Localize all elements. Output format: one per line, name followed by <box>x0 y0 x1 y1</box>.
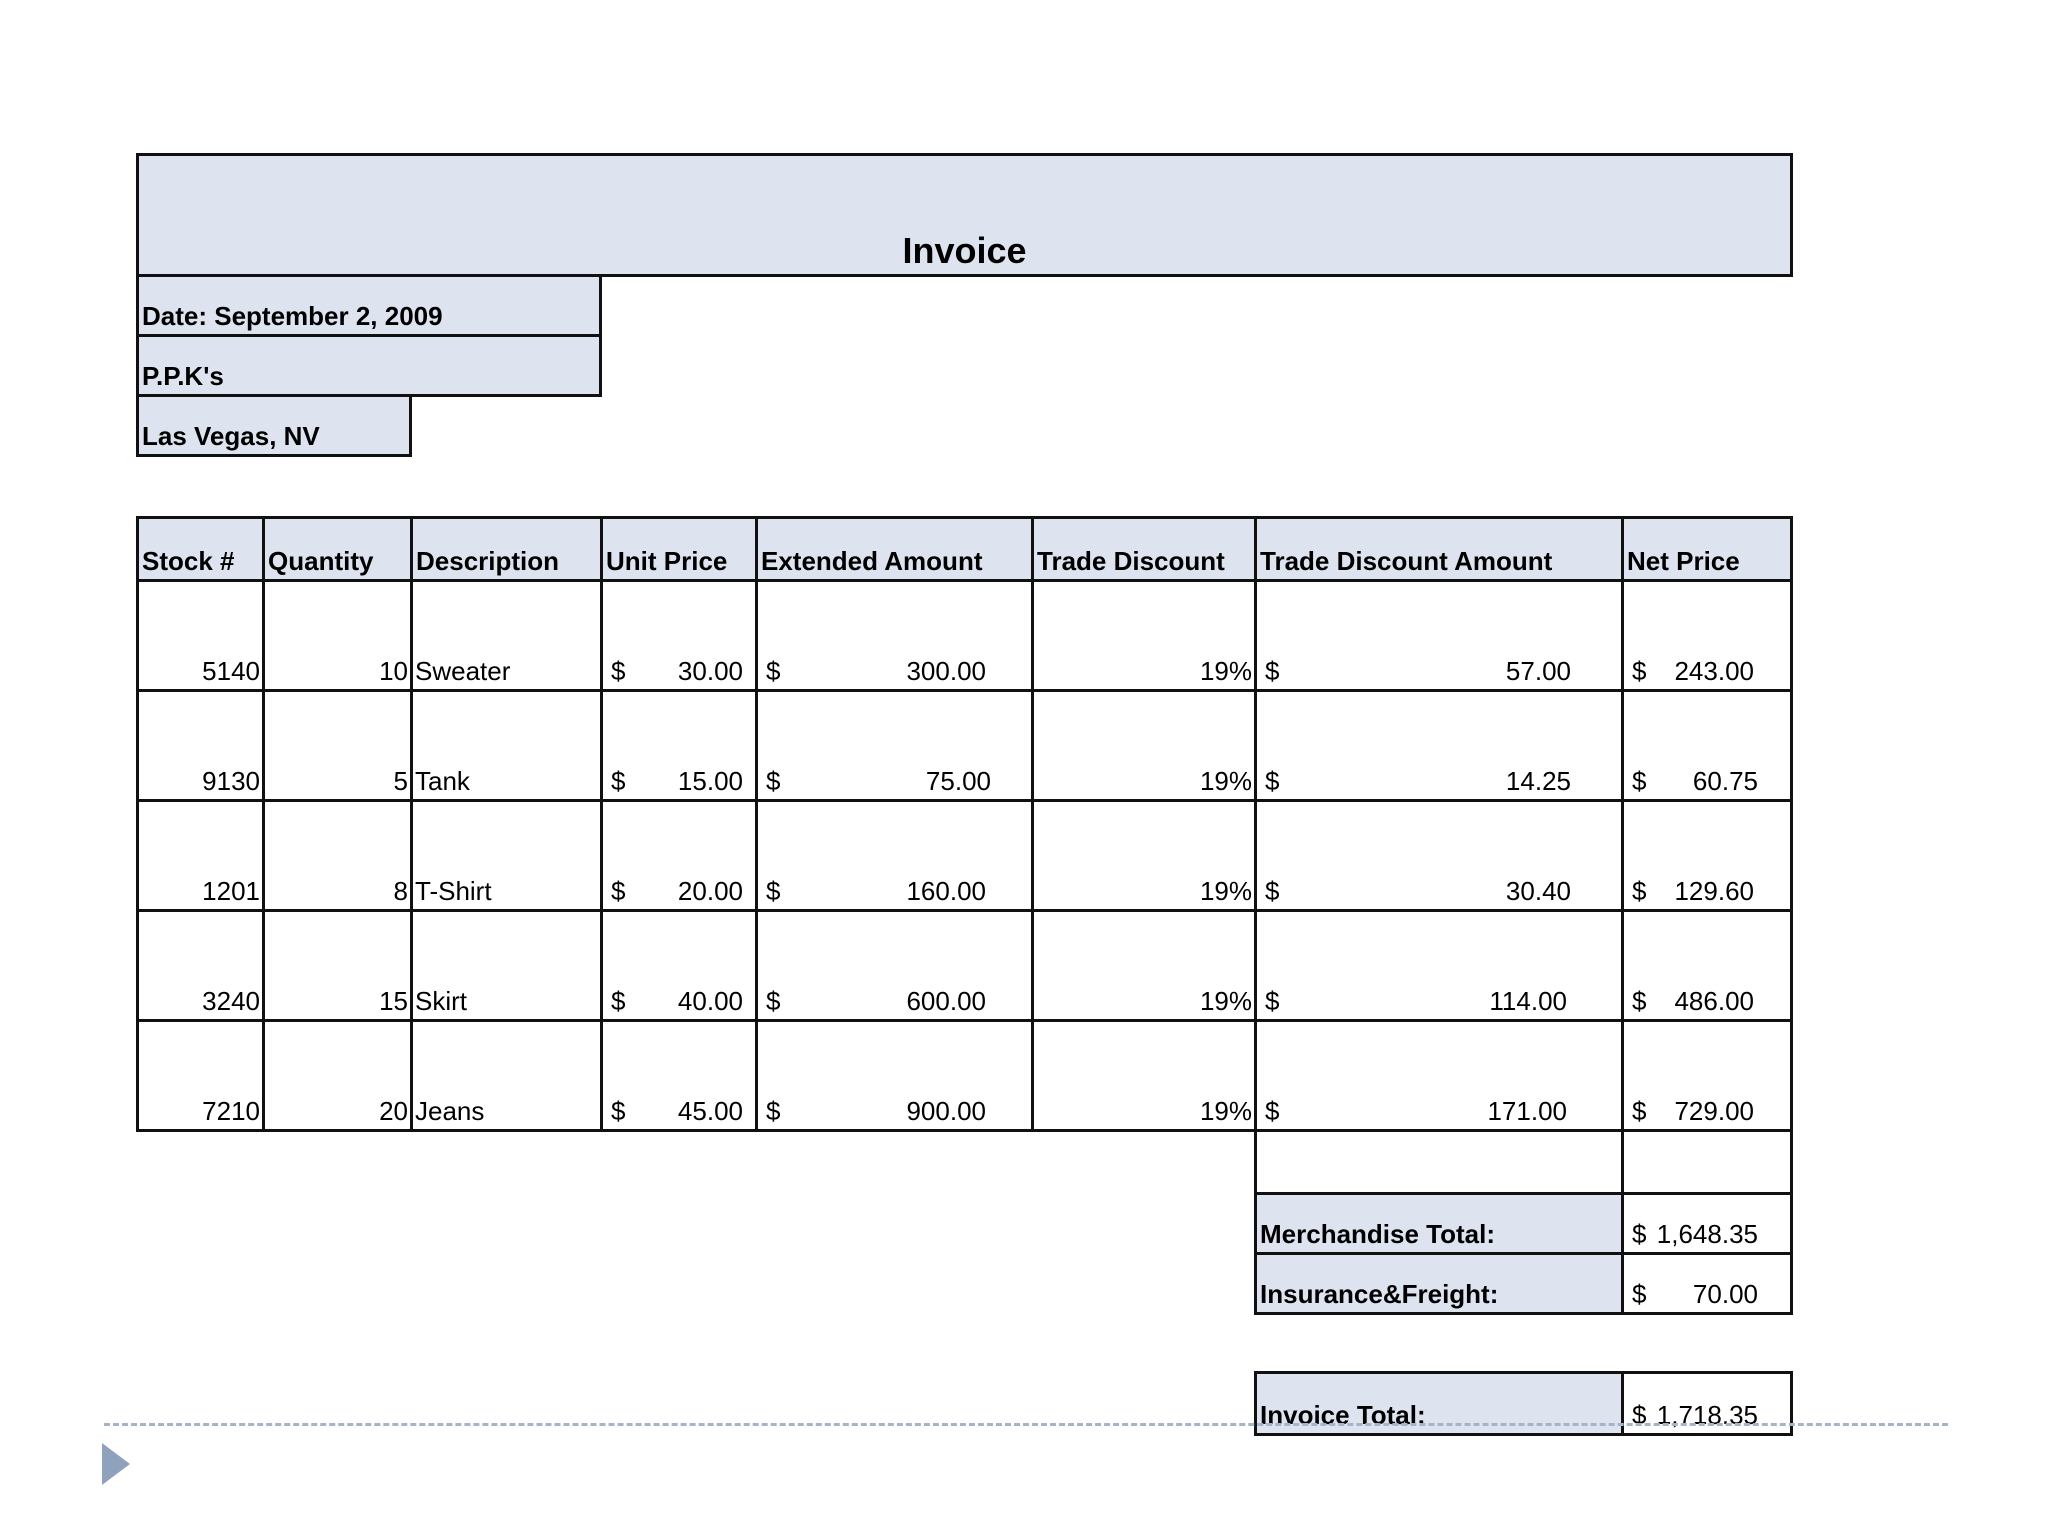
currency-symbol: $ <box>1632 656 1647 686</box>
currency-symbol: $ <box>1632 1400 1647 1430</box>
currency-symbol: $ <box>611 766 626 796</box>
merchandise-total-value: 1,648.35 <box>1656 1219 1758 1249</box>
col-header-unit-price <box>600 516 758 582</box>
cell-net-price <box>1621 799 1793 912</box>
insurance-freight-label: Insurance&Freight: <box>1260 1279 1499 1309</box>
extended-amount-value: 160.00 <box>906 876 986 906</box>
col-header-label: Trade Discount Amount <box>1260 546 1553 576</box>
currency-symbol: $ <box>1632 986 1647 1016</box>
cell-description <box>410 799 603 912</box>
trade-discount-value: 19% <box>1199 876 1252 906</box>
invoice-total-value-cell <box>1621 1371 1793 1436</box>
currency-symbol: $ <box>766 1096 781 1126</box>
net-price-value: 129.60 <box>1674 876 1754 906</box>
currency-symbol: $ <box>611 656 626 686</box>
currency-symbol: $ <box>1632 1219 1647 1249</box>
unit-price-value: 40.00 <box>677 986 743 1016</box>
currency-symbol: $ <box>1632 1096 1647 1126</box>
cell-extended-amount <box>755 909 1034 1022</box>
cell-extended-amount <box>755 1019 1034 1132</box>
cell-description <box>410 1019 603 1132</box>
quantity-value: 20 <box>379 1096 408 1126</box>
cell-trade-discount <box>1031 799 1257 912</box>
trade-discount-amount-value: 114.00 <box>1489 986 1567 1016</box>
stock-number: 5140 <box>202 656 260 686</box>
cell-unit-price <box>600 689 758 802</box>
extended-amount-value: 900.00 <box>906 1096 986 1126</box>
description-text: Sweater <box>415 656 511 686</box>
cell-quantity <box>262 799 413 912</box>
currency-symbol: $ <box>611 986 626 1016</box>
play-triangle-icon <box>102 1443 130 1485</box>
currency-symbol: $ <box>766 656 781 686</box>
cell-stock <box>136 799 265 912</box>
quantity-value: 10 <box>379 656 408 686</box>
cell-trade-discount <box>1031 909 1257 1022</box>
unit-price-value: 30.00 <box>677 656 743 686</box>
cell-extended-amount <box>755 799 1034 912</box>
location-cell <box>136 394 412 457</box>
cell-quantity <box>262 689 413 802</box>
currency-symbol: $ <box>1632 766 1647 796</box>
cell-trade-discount <box>1031 689 1257 802</box>
stock-number: 3240 <box>202 986 260 1016</box>
date-text: Date: September 2, 2009 <box>142 301 443 331</box>
cell-quantity <box>262 909 413 1022</box>
spacer-cell <box>1254 1129 1624 1195</box>
currency-symbol: $ <box>1632 876 1647 906</box>
cell-unit-price <box>600 909 758 1022</box>
col-header-trade-discount <box>1031 516 1257 582</box>
unit-price-value: 20.00 <box>677 876 743 906</box>
quantity-value: 15 <box>379 986 408 1016</box>
cell-net-price <box>1621 909 1793 1022</box>
net-price-value: 60.75 <box>1692 766 1758 796</box>
cell-stock <box>136 579 265 692</box>
unit-price-value: 45.00 <box>677 1096 743 1126</box>
currency-symbol: $ <box>611 1096 626 1126</box>
col-header-label: Stock # <box>142 546 235 576</box>
location-text: Las Vegas, NV <box>142 421 320 451</box>
currency-symbol: $ <box>1265 1096 1280 1126</box>
cell-stock <box>136 1019 265 1132</box>
col-header-label: Quantity <box>268 546 374 576</box>
cell-description <box>410 579 603 692</box>
company-name: P.P.K's <box>142 361 224 391</box>
cell-unit-price <box>600 799 758 912</box>
cell-quantity <box>262 1019 413 1132</box>
trade-discount-value: 19% <box>1199 986 1252 1016</box>
trade-discount-amount-value: 14.25 <box>1505 766 1571 796</box>
spacer-cell <box>1621 1129 1793 1195</box>
insurance-freight-value-cell <box>1621 1252 1793 1315</box>
net-price-value: 486.00 <box>1674 986 1754 1016</box>
trade-discount-value: 19% <box>1199 1096 1252 1126</box>
currency-symbol: $ <box>766 876 781 906</box>
cell-unit-price <box>600 579 758 692</box>
invoice-title: Invoice <box>902 230 1027 271</box>
extended-amount-value: 600.00 <box>906 986 986 1016</box>
col-header-extended-amount <box>755 516 1034 582</box>
col-header-label: Unit Price <box>606 546 728 576</box>
currency-symbol: $ <box>1265 986 1280 1016</box>
stock-number: 1201 <box>202 876 260 906</box>
cell-trade-discount-amount <box>1254 1019 1624 1132</box>
col-header-description <box>410 516 603 582</box>
col-header-label: Trade Discount <box>1037 546 1225 576</box>
extended-amount-value: 300.00 <box>906 656 986 686</box>
insurance-freight-label-cell <box>1254 1252 1624 1315</box>
currency-symbol: $ <box>1632 1279 1647 1309</box>
trade-discount-amount-value: 57.00 <box>1505 656 1571 686</box>
cell-trade-discount-amount <box>1254 689 1624 802</box>
col-header-label: Extended Amount <box>761 546 983 576</box>
cell-stock <box>136 909 265 1022</box>
extended-amount-value: 75.00 <box>925 766 991 796</box>
cell-trade-discount-amount <box>1254 799 1624 912</box>
merchandise-total-label: Merchandise Total: <box>1260 1219 1496 1249</box>
merchandise-total-value-cell <box>1621 1192 1793 1255</box>
cell-net-price <box>1621 1019 1793 1132</box>
cell-trade-discount <box>1031 1019 1257 1132</box>
cell-net-price <box>1621 579 1793 692</box>
cell-trade-discount-amount <box>1254 909 1624 1022</box>
cell-trade-discount <box>1031 579 1257 692</box>
currency-symbol: $ <box>1265 876 1280 906</box>
cell-description <box>410 909 603 1022</box>
trade-discount-value: 19% <box>1199 766 1252 796</box>
net-price-value: 729.00 <box>1674 1096 1754 1126</box>
description-text: Tank <box>415 766 470 796</box>
currency-symbol: $ <box>611 876 626 906</box>
cell-stock <box>136 689 265 802</box>
description-text: Skirt <box>415 986 467 1016</box>
currency-symbol: $ <box>1265 656 1280 686</box>
col-header-trade-discount-amount <box>1254 516 1624 582</box>
merchandise-total-label-cell <box>1254 1192 1624 1255</box>
invoice-total-label-cell <box>1254 1371 1624 1436</box>
slide-divider-line <box>104 1423 1948 1426</box>
invoice-total-value: 1,718.35 <box>1656 1400 1758 1430</box>
stock-number: 7210 <box>202 1096 260 1126</box>
cell-extended-amount <box>755 689 1034 802</box>
trade-discount-amount-value: 30.40 <box>1505 876 1571 906</box>
cell-description <box>410 689 603 802</box>
currency-symbol: $ <box>766 986 781 1016</box>
trade-discount-amount-value: 171.00 <box>1487 1096 1567 1126</box>
quantity-value: 8 <box>393 876 408 906</box>
company-cell <box>136 334 602 397</box>
col-header-stock <box>136 516 265 582</box>
col-header-label: Net Price <box>1627 546 1740 576</box>
insurance-freight-value: 70.00 <box>1692 1279 1758 1309</box>
currency-symbol: $ <box>1265 766 1280 796</box>
col-header-net-price <box>1621 516 1793 582</box>
col-header-quantity <box>262 516 413 582</box>
cell-extended-amount <box>755 579 1034 692</box>
cell-net-price <box>1621 689 1793 802</box>
unit-price-value: 15.00 <box>677 766 743 796</box>
quantity-value: 5 <box>393 766 408 796</box>
cell-trade-discount-amount <box>1254 579 1624 692</box>
cell-unit-price <box>600 1019 758 1132</box>
stock-number: 9130 <box>202 766 260 796</box>
invoice-title-banner <box>136 153 1793 277</box>
trade-discount-value: 19% <box>1199 656 1252 686</box>
net-price-value: 243.00 <box>1674 656 1754 686</box>
currency-symbol: $ <box>766 766 781 796</box>
invoice-total-label: Invoice Total: <box>1260 1400 1426 1430</box>
date-cell <box>136 274 602 337</box>
col-header-label: Description <box>416 546 560 576</box>
description-text: T-Shirt <box>415 876 492 906</box>
description-text: Jeans <box>415 1096 485 1126</box>
cell-quantity <box>262 579 413 692</box>
